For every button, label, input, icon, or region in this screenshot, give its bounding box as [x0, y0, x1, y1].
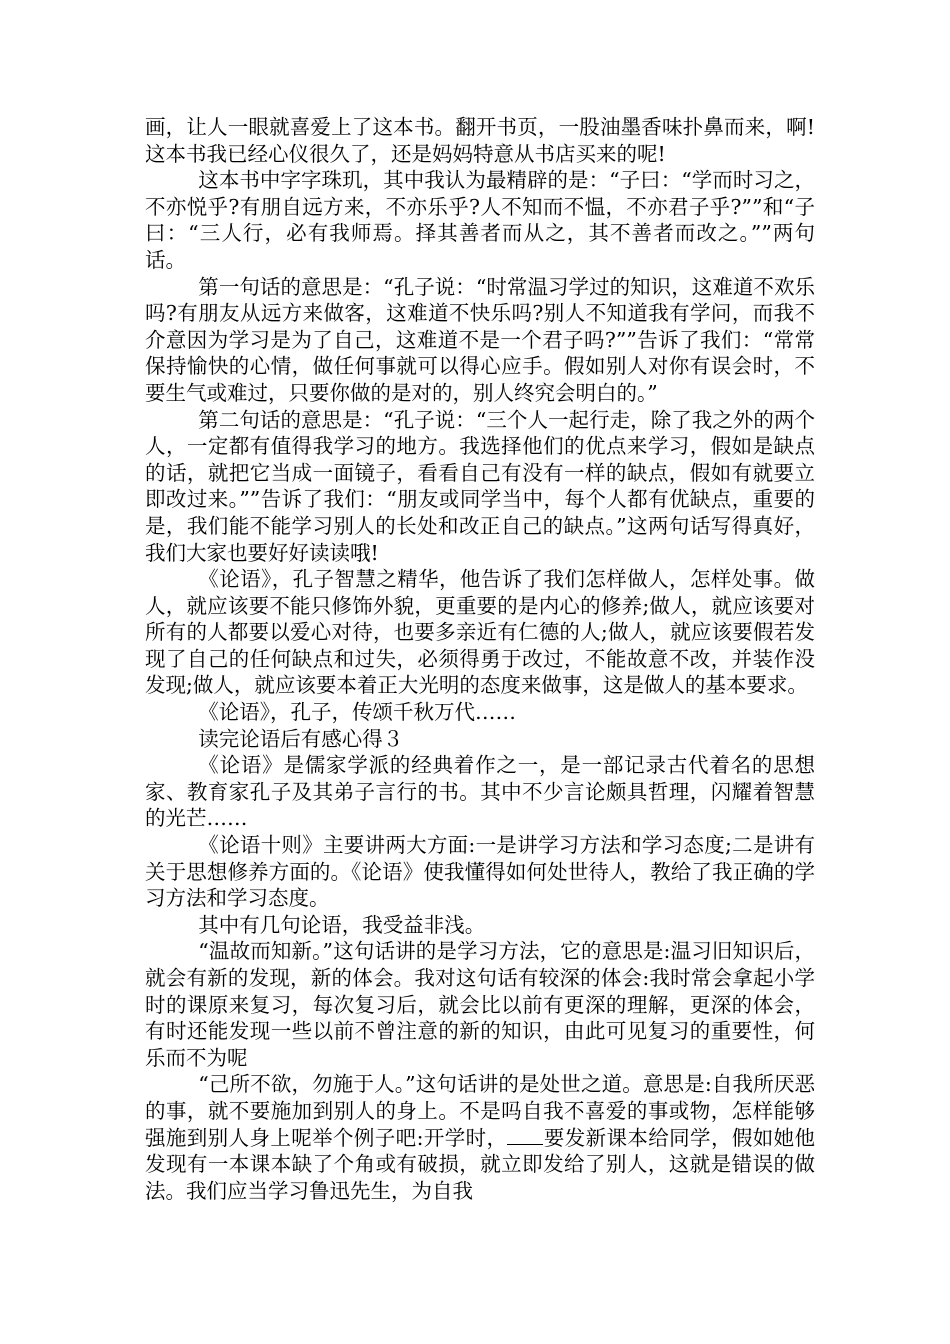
paragraph-analects-essence: 《论语》，孔子智慧之精华，他告诉了我们怎样做人，怎样处事。做人，就应该要不能只修饰外貌，更重要的是内心的修养;做人，就应该要对所有的人都要以爱心对待，也要多亲近有仁德的人;做人，就应该要假若发现了自己的任何缺点和过失，必须得勇于改过，不能故意不改，并装作没发现;做人，就应该要本着正大光明的态度来做事，这是做人的基本要求。 — [145, 567, 815, 698]
paragraph-review-old: “温故而知新。”这句话讲的是学习方法，它的意思是:温习旧知识后，就会有新的发现，新的体会。我对这句话有较深的体会:我时常会拿起小学时的课原来复习，每次复习后，就会比以前有更深的理解，更深的体会，有时还能发现一些以前不曾注意的新的知识，由此可见复习的重要性，何乐而不为呢 — [145, 939, 815, 1070]
paragraph-golden-rule — [145, 1071, 815, 1204]
paragraph-legacy: 《论语》，孔子，传颂千秋万代…… — [198, 700, 517, 725]
paragraph-continuation: 画，让人一眼就喜爱上了这本书。翻开书页，一股油墨香味扑鼻而来，啊!这本书我已经心仪很久了，还是妈妈特意从书店买来的呢! — [145, 115, 815, 166]
document-page — [145, 114, 815, 1204]
paragraph-first-quote-meaning: 第一句话的意思是：“孔子说：“时常温习学过的知识，这难道不欢乐吗?有朋友从远方来做客，这难道不快乐吗?别人不知道我有学问，而我不介意因为学习是为了自己，这难道不是一个君子吗?””告诉了我们：“常常保持愉快的心情，做任何事就可以得心应手。假如别人对你有误会时，不要生气或难过，只要你做的是对的，别人终究会明白的。” — [145, 274, 815, 405]
paragraph-classic-intro: 《论语》是儒家学派的经典着作之一，是一部记录古代着名的思想家、教育家孔子及其弟子言行的书。其中不少言论颇具哲理，闪耀着智慧的光芒…… — [145, 753, 815, 831]
paragraph-favorite-quotes: 这本书中字字珠玑，其中我认为最精辟的是：“子曰：“学而时习之，不亦悦乎?有朋自远方来，不亦乐乎?人不知而不愠，不亦君子乎?””和“子曰：“三人行，必有我师焉。择其善者而从之，其不善者而改之。””两句话。 — [145, 168, 815, 272]
section-heading: 读完论语后有感心得３ — [198, 726, 404, 751]
paragraph-benefit: 其中有几句论语，我受益非浅。 — [198, 912, 486, 937]
paragraph-golden-rule-part2: 要发新课本给同学，假如她他发现有一本课本缺了个角或有破损，就立即发给了别人，这就是错误的做法。我们应当学习鲁迅先生，为自我 — [145, 1125, 816, 1203]
blank-underline — [507, 1126, 543, 1145]
paragraph-second-quote-meaning: 第二句话的意思是：“孔子说：“三个人一起行走，除了我之外的两个人，一定都有值得我学习的地方。我选择他们的优点来学习，假如是缺点的话，就把它当成一面镜子，看看自己有没有一样的缺点，假如有就要立即改过来。””告诉了我们：“朋友或同学当中，每个人都有优缺点，重要的是，我们能不能学习别人的长处和改正自己的缺点。”这两句话写得真好，我们大家也要好好读读哦! — [145, 407, 815, 565]
paragraph-ten-rules: 《论语十则》主要讲两大方面:一是讲学习方法和学习态度;二是讲有关于思想修养方面的。《论语》使我懂得如何处世待人，教给了我正确的学习方法和学习态度。 — [145, 833, 815, 911]
paragraph-golden-rule-part1: “己所不欲，勿施于人。”这句话讲的是处世之道。意思是:自我所厌恶的事，就不要施加到别人的身上。不是吗自我不喜爱的事或物，怎样能够强施到别人身上呢举个例子吧:开学时， — [145, 1072, 815, 1150]
